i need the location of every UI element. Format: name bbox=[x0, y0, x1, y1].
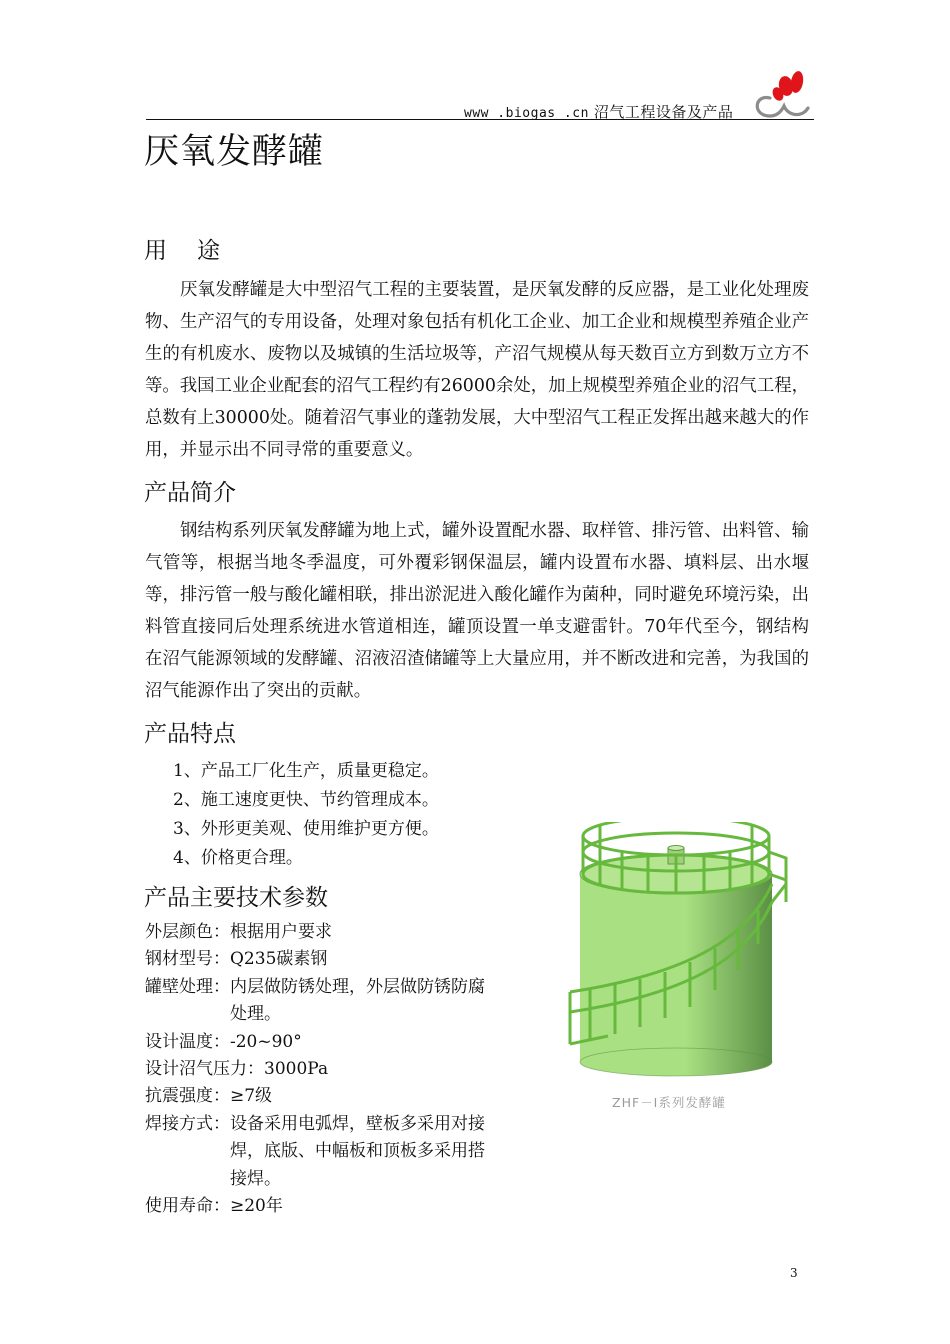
page-title: 厌氧发酵罐 bbox=[144, 132, 325, 172]
section-heading-intro: 产品简介 bbox=[144, 480, 236, 506]
spec-row bbox=[145, 1056, 485, 1083]
spec-value: Q235碳素钢 bbox=[230, 949, 328, 970]
list-item: 2、施工速度更快、节约管理成本。 bbox=[173, 790, 439, 810]
spec-key: 罐壁处理： bbox=[145, 976, 230, 997]
feature-list bbox=[173, 757, 439, 873]
spec-key: 钢材型号： bbox=[145, 949, 230, 970]
spec-value: 内层做防锈处理，外层做防锈防腐处理。 bbox=[230, 976, 485, 1025]
section-heading-specs: 产品主要技术参数 bbox=[144, 885, 328, 911]
spec-row bbox=[145, 1111, 485, 1193]
figure-caption: ZHF－Ⅰ系列发酵罐 bbox=[612, 1095, 726, 1110]
digester-tank-illustration bbox=[560, 822, 790, 1090]
list-item: 3、外形更美观、使用维护更方便。 bbox=[173, 819, 439, 839]
heading-char: 用 bbox=[144, 238, 169, 264]
section-heading-features: 产品特点 bbox=[144, 721, 236, 747]
header-slogan: 沼气工程设备及产品 bbox=[593, 103, 734, 121]
spec-key: 设计沼气压力： bbox=[145, 1059, 264, 1080]
spec-row bbox=[145, 1193, 485, 1220]
spec-key: 外层颜色： bbox=[145, 922, 230, 942]
spec-value: ≥20年 bbox=[230, 1196, 283, 1217]
spec-list bbox=[145, 919, 485, 1220]
page-number: 3 bbox=[790, 1266, 798, 1280]
header-rule bbox=[146, 119, 814, 120]
spec-key: 焊接方式： bbox=[145, 1113, 230, 1134]
list-item: 1、产品工厂化生产，质量更稳定。 bbox=[173, 761, 439, 781]
company-logo-icon bbox=[748, 64, 816, 122]
spec-value: 设备采用电弧焊，壁板多采用对接焊，底版、中幅板和顶板多采用搭接焊。 bbox=[230, 1113, 485, 1189]
header-site-url: www .biogas .cn bbox=[464, 106, 589, 121]
spec-value: 3000Pa bbox=[264, 1059, 329, 1080]
list-item: 4、价格更合理。 bbox=[173, 848, 303, 868]
section-heading-use bbox=[144, 232, 222, 265]
spec-value: -20~90° bbox=[230, 1031, 302, 1052]
spec-row bbox=[145, 974, 485, 1029]
heading-char: 途 bbox=[197, 238, 222, 264]
spec-row bbox=[145, 919, 485, 946]
spec-row bbox=[145, 1083, 485, 1110]
spec-key: 设计温度： bbox=[145, 1031, 230, 1052]
spec-row bbox=[145, 946, 485, 973]
spec-value: ≥7级 bbox=[230, 1086, 273, 1107]
spec-key: 使用寿命： bbox=[145, 1196, 230, 1217]
intro-paragraph: 钢结构系列厌氧发酵罐为地上式，罐外设置配水器、取样管、排污管、出料管、输气管等，根据当地冬季温度，可外覆彩钢保温层，罐内设置布水器、填料层、出水堰等，排污管一般与酸化罐相联，排出淤泥进入酸化罐作为菌种，同时避免环境污染，出料管直接同后处理系统进水管道相连，罐顶设置一单支避雷针。70年代至今，钢结构在沼气能源领域的发酵罐、沼液沼渣储罐等上大量应用，并不断改进和完善，为我国的沼气能源作出了突出的贡献。 bbox=[145, 521, 809, 701]
spec-row bbox=[145, 1029, 485, 1056]
use-paragraph: 厌氧发酵罐是大中型沼气工程的主要装置，是厌氧发酵的反应器，是工业化处理废物、生产沼气的专用设备，处理对象包括有机化工企业、加工企业和规模型养殖企业产生的有机废水、废物以及城镇的生活垃圾等，产沼气规模从每天数百立方到数万立方不等。我国工业企业配套的沼气工程约有26000余处，加上规模型养殖企业的沼气工程，总数有上30000处。随着沼气事业的蓬勃发展，大中型沼气工程正发挥出越来越大的作用，并显示出不同寻常的重要意义。 bbox=[145, 280, 809, 460]
spec-value: 根据用户要求 bbox=[230, 922, 332, 942]
spec-key: 抗震强度： bbox=[145, 1086, 230, 1107]
